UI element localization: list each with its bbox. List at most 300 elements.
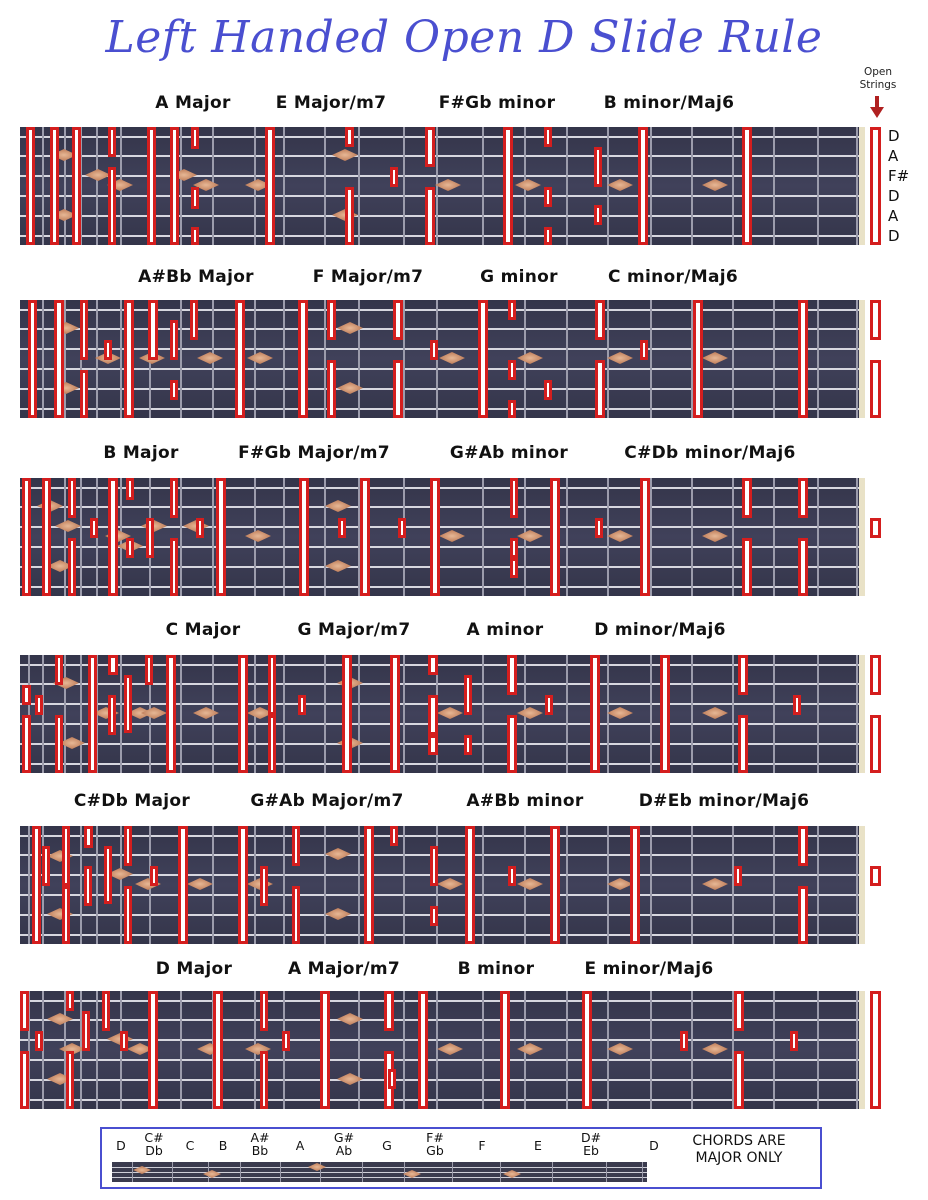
chord-position-marker bbox=[196, 518, 204, 538]
fret-wire bbox=[452, 1162, 453, 1182]
chord-position-marker bbox=[544, 227, 552, 245]
fret-marker-dot bbox=[515, 179, 541, 191]
guitar-string bbox=[20, 934, 865, 936]
chord-position-marker bbox=[742, 127, 752, 245]
chord-position-marker bbox=[292, 886, 300, 944]
open-string-note: A bbox=[888, 207, 899, 225]
chord-position-marker bbox=[80, 300, 88, 360]
fret-wire bbox=[180, 478, 182, 596]
chord-position-marker bbox=[26, 127, 35, 245]
open-string-note: D bbox=[888, 187, 900, 205]
chromatic-note bbox=[116, 1139, 126, 1152]
chord-position-marker bbox=[191, 227, 199, 245]
chord-position-marker bbox=[32, 826, 41, 944]
chord-position-marker bbox=[170, 478, 178, 518]
chromatic-note-sharp: G# bbox=[333, 1130, 355, 1145]
fret-wire bbox=[856, 826, 858, 944]
fretboard-row-5 bbox=[20, 826, 865, 944]
chord-position-marker bbox=[68, 478, 76, 518]
chord-label: E Major/m7 bbox=[275, 93, 387, 113]
chord-position-marker bbox=[630, 826, 640, 944]
chord-position-marker bbox=[268, 715, 276, 773]
fret-marker-dot bbox=[702, 530, 728, 542]
fret-wire bbox=[64, 478, 66, 596]
fret-wire bbox=[283, 478, 285, 596]
chord-position-marker bbox=[124, 826, 132, 866]
fret-wire bbox=[403, 300, 405, 418]
fret-wire bbox=[96, 826, 98, 944]
fret-marker-dot bbox=[141, 520, 167, 532]
fret-wire bbox=[120, 300, 122, 418]
fret-wire bbox=[404, 1162, 405, 1182]
chromatic-note-flat: C bbox=[185, 1138, 195, 1153]
open-string-marker bbox=[870, 127, 881, 245]
chord-position-marker bbox=[503, 127, 513, 245]
guitar-string bbox=[20, 854, 865, 856]
fret-marker-dot bbox=[702, 179, 728, 191]
fret-wire bbox=[436, 991, 438, 1109]
chord-label: D Major bbox=[155, 959, 233, 979]
chord-position-marker bbox=[22, 715, 31, 773]
fret-wire bbox=[120, 826, 122, 944]
chromatic-note bbox=[581, 1131, 601, 1157]
chord-position-marker bbox=[282, 1031, 290, 1051]
chromatic-note-sharp: C# bbox=[144, 1130, 164, 1145]
chromatic-note bbox=[250, 1131, 269, 1157]
chord-position-marker bbox=[742, 478, 752, 518]
fret-wire bbox=[732, 478, 734, 596]
chord-position-marker bbox=[478, 300, 488, 418]
fret-marker-dot bbox=[55, 520, 81, 532]
chord-position-marker bbox=[384, 991, 394, 1031]
chord-position-marker bbox=[742, 538, 752, 596]
open-string-marker bbox=[870, 866, 881, 886]
fret-wire bbox=[358, 655, 360, 773]
chromatic-note-flat: Bb bbox=[251, 1143, 269, 1158]
chord-position-marker bbox=[145, 655, 153, 685]
fret-wire bbox=[817, 826, 819, 944]
chord-label: B minor/Maj6 bbox=[603, 93, 735, 113]
fret-marker-dot bbox=[607, 1043, 633, 1055]
page-title: Left Handed Open D Slide Rule bbox=[105, 12, 823, 63]
guitar-string bbox=[112, 1172, 647, 1173]
fret-marker-dot bbox=[187, 878, 213, 890]
chromatic-note bbox=[219, 1139, 228, 1152]
chord-position-marker bbox=[191, 187, 199, 209]
fret-wire bbox=[566, 991, 568, 1109]
open-string-marker bbox=[870, 715, 881, 773]
fret-marker-dot bbox=[47, 1013, 73, 1025]
chord-position-marker bbox=[594, 147, 602, 187]
chord-position-marker bbox=[545, 695, 553, 715]
chord-position-marker bbox=[148, 300, 158, 360]
chord-position-marker bbox=[390, 826, 398, 846]
fret-wire bbox=[642, 1162, 643, 1182]
fret-wire bbox=[552, 1162, 553, 1182]
fret-wire bbox=[64, 127, 66, 245]
chord-position-marker bbox=[327, 300, 336, 340]
fret-wire bbox=[96, 127, 98, 245]
chord-position-marker bbox=[430, 478, 440, 596]
fret-wire bbox=[773, 655, 775, 773]
chord-position-marker bbox=[388, 1069, 396, 1089]
chord-position-marker bbox=[90, 518, 98, 538]
guitar-string bbox=[20, 506, 865, 508]
open-string-note: A bbox=[888, 147, 899, 165]
chord-position-marker bbox=[190, 300, 198, 340]
chord-label: A Major bbox=[155, 93, 231, 113]
chord-position-marker bbox=[345, 127, 354, 147]
chord-label: B Major bbox=[103, 443, 179, 463]
chord-label: A#Bb Major bbox=[138, 267, 254, 287]
chord-position-marker bbox=[108, 167, 116, 245]
chord-position-marker bbox=[124, 886, 132, 944]
fret-wire bbox=[566, 478, 568, 596]
fret-wire bbox=[773, 478, 775, 596]
chord-position-marker bbox=[35, 695, 43, 715]
chord-position-marker bbox=[42, 846, 50, 886]
open-string-marker bbox=[870, 991, 881, 1109]
fret-marker-dot bbox=[193, 707, 219, 719]
fret-wire bbox=[324, 478, 326, 596]
chord-position-marker bbox=[170, 320, 178, 360]
fret-wire bbox=[691, 127, 693, 245]
fret-marker-dot bbox=[607, 179, 633, 191]
chord-position-marker bbox=[590, 655, 600, 773]
fret-wire bbox=[180, 991, 182, 1109]
guitar-string bbox=[20, 408, 865, 410]
fret-wire bbox=[283, 127, 285, 245]
chord-position-marker bbox=[178, 826, 188, 944]
fret-wire bbox=[80, 478, 82, 596]
fret-wire bbox=[817, 991, 819, 1109]
chord-position-marker bbox=[108, 127, 116, 157]
chord-position-marker bbox=[170, 127, 179, 245]
chord-position-marker bbox=[430, 906, 438, 926]
chord-position-marker bbox=[148, 991, 158, 1109]
fret-wire bbox=[607, 826, 609, 944]
fret-marker-dot bbox=[702, 707, 728, 719]
chord-position-marker bbox=[298, 695, 306, 715]
guitar-string bbox=[20, 703, 865, 705]
chord-position-marker bbox=[393, 300, 403, 340]
fret-marker-dot bbox=[607, 352, 633, 364]
fret-wire bbox=[362, 1162, 363, 1182]
fret-wire bbox=[324, 127, 326, 245]
chord-position-marker bbox=[146, 518, 154, 558]
chord-position-marker bbox=[430, 846, 438, 886]
chord-position-marker bbox=[108, 655, 118, 675]
chord-position-marker bbox=[500, 991, 510, 1109]
fret-wire bbox=[482, 478, 484, 596]
fret-wire bbox=[566, 826, 568, 944]
fret-wire bbox=[500, 1162, 501, 1182]
chord-label: C minor/Maj6 bbox=[608, 267, 738, 287]
chord-position-marker bbox=[55, 715, 63, 773]
chord-labels-row-3 bbox=[0, 443, 928, 465]
fret-wire bbox=[403, 991, 405, 1109]
chord-position-marker bbox=[35, 1031, 43, 1051]
chromatic-note-flat: Eb bbox=[583, 1143, 599, 1158]
fret-wire bbox=[691, 991, 693, 1109]
fret-wire bbox=[283, 300, 285, 418]
fret-wire bbox=[650, 300, 652, 418]
chord-position-marker bbox=[84, 826, 93, 848]
chord-position-marker bbox=[166, 655, 176, 773]
chord-position-marker bbox=[320, 991, 330, 1109]
chord-position-marker bbox=[104, 846, 112, 904]
chord-position-marker bbox=[342, 655, 352, 773]
fret-wire bbox=[773, 826, 775, 944]
fretboard-row-1 bbox=[20, 127, 865, 245]
open-string-marker bbox=[870, 360, 881, 418]
chord-labels-row-6 bbox=[0, 959, 928, 981]
chord-label: C Major bbox=[165, 620, 241, 640]
open-string-marker bbox=[870, 518, 881, 538]
chord-position-marker bbox=[428, 695, 438, 735]
chord-label: G minor bbox=[480, 267, 558, 287]
fret-wire bbox=[566, 300, 568, 418]
guitar-string bbox=[20, 309, 865, 311]
chromatic-note-sharp: F# bbox=[426, 1130, 444, 1145]
fret-wire bbox=[42, 127, 44, 245]
open-string-note: D bbox=[888, 127, 900, 145]
fret-wire bbox=[64, 300, 66, 418]
chord-position-marker bbox=[191, 127, 199, 149]
chord-position-marker bbox=[798, 538, 808, 596]
guitar-string bbox=[20, 368, 865, 370]
fret-wire bbox=[212, 478, 214, 596]
chord-position-marker bbox=[124, 675, 132, 733]
fret-wire bbox=[42, 300, 44, 418]
chords-major-note-line-2: MAJOR ONLY bbox=[695, 1150, 783, 1166]
fret-marker-dot bbox=[437, 878, 463, 890]
chord-position-marker bbox=[108, 695, 116, 735]
chord-label: G#Ab minor bbox=[449, 443, 569, 463]
chords-major-note-line-1: CHORDS ARE bbox=[692, 1133, 786, 1149]
chord-position-marker bbox=[62, 826, 70, 886]
fret-wire bbox=[732, 127, 734, 245]
chromatic-note bbox=[478, 1139, 485, 1152]
fret-marker-dot bbox=[702, 878, 728, 890]
chord-position-marker bbox=[50, 127, 59, 245]
fret-wire bbox=[691, 655, 693, 773]
open-string-marker bbox=[870, 300, 881, 340]
chord-position-marker bbox=[507, 715, 517, 773]
chords-major-note bbox=[664, 1133, 814, 1167]
chord-position-marker bbox=[510, 558, 518, 578]
chord-position-marker bbox=[126, 538, 134, 558]
fret-marker-dot bbox=[325, 908, 351, 920]
chord-label: E minor/Maj6 bbox=[584, 959, 714, 979]
guitar-string bbox=[20, 914, 865, 916]
chromatic-key-panel bbox=[100, 1127, 822, 1189]
nut bbox=[859, 478, 865, 596]
chord-position-marker bbox=[84, 866, 92, 906]
fret-wire bbox=[650, 655, 652, 773]
fret-wire bbox=[180, 655, 182, 773]
chord-label: G Major/m7 bbox=[297, 620, 411, 640]
chord-position-marker bbox=[54, 300, 64, 418]
fret-wire bbox=[856, 478, 858, 596]
chord-labels-row-2 bbox=[0, 267, 928, 289]
chord-label: C#Db Major bbox=[73, 791, 191, 811]
chord-position-marker bbox=[510, 478, 518, 518]
chord-position-marker bbox=[66, 1051, 74, 1109]
chromatic-note bbox=[426, 1131, 444, 1157]
fret-marker-dot bbox=[197, 352, 223, 364]
chromatic-note-flat: G bbox=[382, 1138, 392, 1153]
fret-wire bbox=[691, 826, 693, 944]
nut bbox=[859, 127, 865, 245]
chord-position-marker bbox=[464, 735, 472, 755]
chord-label: C#Db minor/Maj6 bbox=[624, 443, 796, 463]
chromatic-note bbox=[296, 1139, 305, 1152]
fret-wire bbox=[132, 1162, 133, 1182]
chord-position-marker bbox=[638, 127, 648, 245]
fret-wire bbox=[856, 300, 858, 418]
chord-position-marker bbox=[595, 360, 605, 418]
fret-wire bbox=[64, 655, 66, 773]
chromatic-note bbox=[534, 1139, 542, 1152]
chord-position-marker bbox=[582, 991, 592, 1109]
guitar-string bbox=[20, 835, 865, 837]
fret-wire bbox=[566, 127, 568, 245]
chord-position-marker bbox=[425, 127, 435, 167]
fret-marker-dot bbox=[702, 352, 728, 364]
fret-marker-dot bbox=[439, 352, 465, 364]
chord-position-marker bbox=[170, 380, 178, 400]
guitar-string bbox=[112, 1177, 647, 1178]
chord-label: D minor/Maj6 bbox=[594, 620, 726, 640]
fret-wire bbox=[650, 478, 652, 596]
fret-wire bbox=[607, 127, 609, 245]
chord-position-marker bbox=[62, 886, 70, 944]
chord-position-marker bbox=[798, 826, 808, 866]
chord-position-marker bbox=[508, 400, 516, 418]
chord-position-marker bbox=[430, 340, 438, 360]
guitar-string bbox=[20, 566, 865, 568]
chromatic-note-flat: Gb bbox=[426, 1143, 444, 1158]
chord-label: F Major/m7 bbox=[312, 267, 424, 287]
chromatic-note-flat: F bbox=[478, 1138, 486, 1153]
chord-position-marker bbox=[216, 478, 226, 596]
fret-wire bbox=[358, 826, 360, 944]
fret-marker-dot bbox=[517, 707, 543, 719]
fret-wire bbox=[324, 655, 326, 773]
chord-position-marker bbox=[42, 478, 51, 596]
chord-position-marker bbox=[260, 1051, 268, 1109]
chord-position-marker bbox=[798, 886, 808, 944]
chord-labels-row-5 bbox=[0, 791, 928, 813]
chord-label: F#Gb minor bbox=[438, 93, 556, 113]
chromatic-note-flat: D bbox=[649, 1138, 659, 1153]
chord-position-marker bbox=[595, 300, 605, 340]
chord-position-marker bbox=[268, 655, 276, 715]
chord-position-marker bbox=[465, 826, 475, 944]
chord-position-marker bbox=[88, 655, 97, 773]
fretboard-row-4 bbox=[20, 655, 865, 773]
chromatic-note-sharp: A# bbox=[250, 1130, 270, 1145]
fret-wire bbox=[650, 127, 652, 245]
fret-wire bbox=[607, 991, 609, 1109]
chord-position-marker bbox=[364, 826, 374, 944]
chord-position-marker bbox=[640, 478, 650, 596]
fret-wire bbox=[172, 1162, 173, 1182]
guitar-string bbox=[112, 1167, 647, 1168]
chord-position-marker bbox=[80, 370, 88, 418]
fret-wire bbox=[817, 300, 819, 418]
fret-marker-dot bbox=[517, 352, 543, 364]
chord-position-marker bbox=[428, 735, 438, 755]
chromatic-note-flat: Db bbox=[145, 1143, 163, 1158]
fret-wire bbox=[358, 300, 360, 418]
fret-wire bbox=[283, 826, 285, 944]
guitar-string bbox=[20, 388, 865, 390]
chord-position-marker bbox=[104, 340, 112, 360]
chord-position-marker bbox=[738, 655, 748, 695]
chord-position-marker bbox=[508, 360, 516, 380]
fret-wire bbox=[607, 478, 609, 596]
fret-marker-dot bbox=[247, 352, 273, 364]
chord-position-marker bbox=[120, 1031, 128, 1051]
chromatic-note bbox=[649, 1139, 659, 1152]
chromatic-note-flat: A bbox=[295, 1138, 305, 1153]
chromatic-note-flat: Ab bbox=[335, 1143, 353, 1158]
fret-wire bbox=[650, 991, 652, 1109]
chord-position-marker bbox=[693, 300, 703, 418]
fret-wire bbox=[482, 655, 484, 773]
nut bbox=[859, 300, 865, 418]
chord-position-marker bbox=[680, 1031, 688, 1051]
chord-position-marker bbox=[260, 991, 268, 1031]
fret-marker-dot bbox=[517, 530, 543, 542]
chord-position-marker bbox=[798, 478, 808, 518]
fret-wire bbox=[212, 826, 214, 944]
fret-wire bbox=[358, 127, 360, 245]
fret-wire bbox=[283, 655, 285, 773]
chord-position-marker bbox=[790, 1031, 798, 1051]
fret-marker-dot bbox=[325, 560, 351, 572]
chromatic-note-sharp: D# bbox=[580, 1130, 602, 1145]
fret-marker-dot bbox=[245, 530, 271, 542]
chord-position-marker bbox=[418, 991, 428, 1109]
guitar-string bbox=[20, 894, 865, 896]
chord-position-marker bbox=[793, 695, 801, 715]
fretboard-row-2 bbox=[20, 300, 865, 418]
fret-wire bbox=[403, 826, 405, 944]
fret-wire bbox=[96, 991, 98, 1109]
chord-position-marker bbox=[170, 538, 178, 596]
fret-wire bbox=[606, 1162, 607, 1182]
chord-position-marker bbox=[66, 991, 74, 1011]
chord-position-marker bbox=[147, 127, 156, 245]
nut bbox=[859, 991, 865, 1109]
chromatic-note bbox=[334, 1131, 354, 1157]
chord-position-marker bbox=[507, 655, 517, 695]
chromatic-note bbox=[144, 1131, 163, 1157]
fret-wire bbox=[120, 655, 122, 773]
fret-wire bbox=[180, 127, 182, 245]
fret-marker-dot bbox=[517, 878, 543, 890]
fret-marker-dot bbox=[437, 707, 463, 719]
fret-wire bbox=[80, 655, 82, 773]
open-string-marker bbox=[870, 655, 881, 695]
chord-position-marker bbox=[594, 205, 602, 225]
chord-label: A#Bb minor bbox=[466, 791, 584, 811]
fret-wire bbox=[482, 991, 484, 1109]
guitar-string bbox=[20, 1039, 865, 1041]
